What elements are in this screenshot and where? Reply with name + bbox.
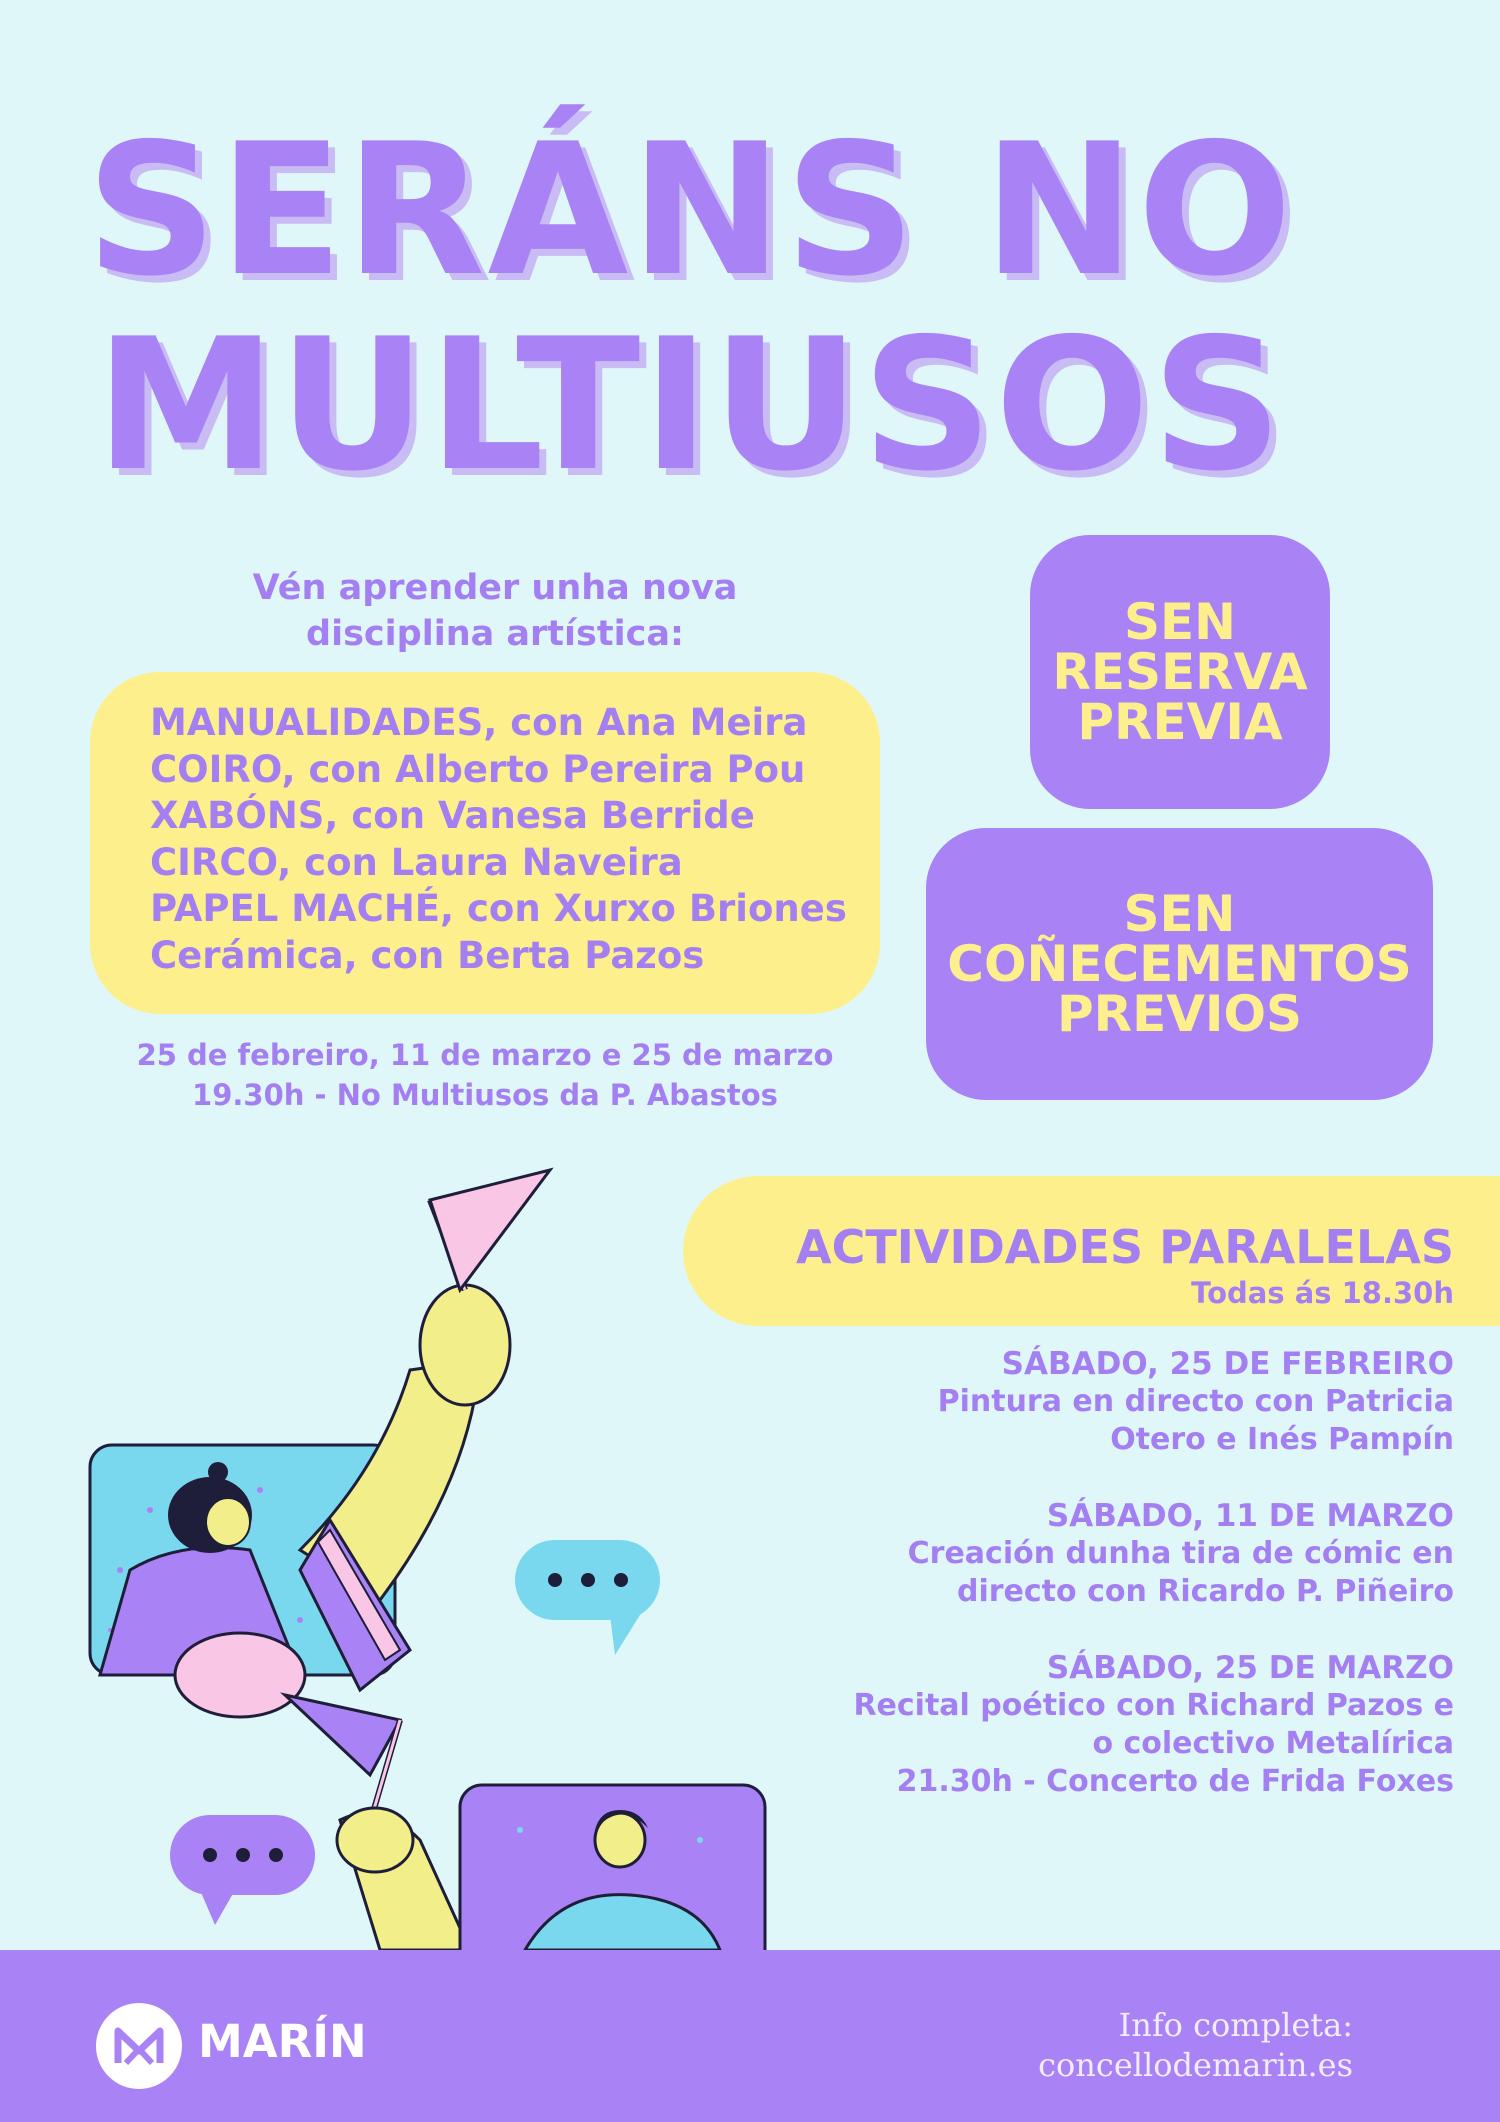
event-line: Pintura en directo con Patricia bbox=[937, 1384, 1454, 1419]
event-block bbox=[908, 1497, 1454, 1611]
event-date: SÁBADO, 25 DE FEBREIRO bbox=[1001, 1346, 1454, 1382]
disciplines-box bbox=[90, 672, 880, 1014]
discipline-item: PAPEL MACHÉ, con Xurxo Briones bbox=[150, 887, 847, 930]
event-date: SÁBADO, 11 DE MARZO bbox=[1046, 1498, 1454, 1534]
intro-line-1: Vén aprender unha nova bbox=[252, 568, 738, 608]
website-link[interactable]: concellodemarin.es bbox=[1038, 2046, 1353, 2084]
poster-title-line-1: SERÁNS NO bbox=[85, 104, 1295, 316]
poster-title-line-2: MULTIUSOS bbox=[95, 299, 1285, 511]
event-line: Otero e Inés Pampín bbox=[1110, 1422, 1454, 1457]
event-line: Creación dunha tira de cómic en bbox=[907, 1536, 1454, 1571]
badge-line: RESERVA bbox=[1052, 643, 1308, 701]
discipline-item: CIRCO, con Laura Naveira bbox=[150, 840, 683, 884]
parallel-activities-subtitle: Todas ás 18.30h bbox=[1191, 1276, 1454, 1310]
info-label: Info completa: bbox=[1118, 2006, 1353, 2044]
intro-line-2: disciplina artística: bbox=[306, 614, 684, 654]
info-text bbox=[1038, 2005, 1353, 2085]
badge-line: SEN bbox=[1123, 885, 1236, 943]
event-line: Recital poético con Richard Pazos e bbox=[853, 1688, 1454, 1723]
intro-text bbox=[180, 565, 810, 657]
session-dates bbox=[90, 1035, 880, 1115]
video-window-bottom bbox=[460, 1785, 765, 1950]
no-reservation-badge bbox=[1030, 535, 1330, 809]
illustration bbox=[0, 1150, 800, 1950]
badge-line: PREVIOS bbox=[1056, 985, 1303, 1043]
event-line: 21.30h - Concerto de Frida Foxes bbox=[896, 1764, 1454, 1799]
badge-line: PREVIA bbox=[1077, 693, 1283, 751]
badge-line: SEN bbox=[1123, 593, 1236, 651]
discipline-item: Cerámica, con Berta Pazos bbox=[150, 933, 705, 977]
event-line: directo con Ricardo P. Piñeiro bbox=[957, 1574, 1454, 1609]
event-block bbox=[853, 1649, 1454, 1801]
chat-bubble-right bbox=[515, 1540, 660, 1655]
event-line: o colectivo Metalírica bbox=[1092, 1726, 1454, 1761]
no-knowledge-badge bbox=[926, 828, 1433, 1100]
discipline-item: COIRO, con Alberto Pereira Pou bbox=[150, 747, 806, 791]
lower-arm-flag bbox=[285, 1695, 470, 1950]
event-date: SÁBADO, 25 DE MARZO bbox=[1046, 1650, 1454, 1686]
discipline-item: MANUALIDADES, con Ana Meira bbox=[150, 701, 808, 744]
dates-line-1: 25 de febreiro, 11 de marzo e 25 de marzo bbox=[136, 1038, 834, 1072]
marin-logo-text: MARÍN bbox=[198, 2015, 367, 2068]
dates-line-2: 19.30h - No Multiusos da P. Abastos bbox=[192, 1078, 778, 1112]
chat-bubble-left bbox=[170, 1815, 315, 1925]
event-block bbox=[938, 1345, 1454, 1459]
parallel-activities-title: ACTIVIDADES PARALELAS bbox=[796, 1220, 1454, 1274]
discipline-item: XABÓNS, con Vanesa Berride bbox=[150, 794, 755, 837]
disciplines-list bbox=[90, 672, 880, 979]
raised-arm-flag bbox=[300, 1170, 550, 1690]
marin-logo-mark-icon bbox=[96, 2003, 182, 2089]
badge-line: COÑECEMENTOS bbox=[947, 935, 1412, 993]
marin-logo-icon bbox=[96, 2003, 182, 2089]
